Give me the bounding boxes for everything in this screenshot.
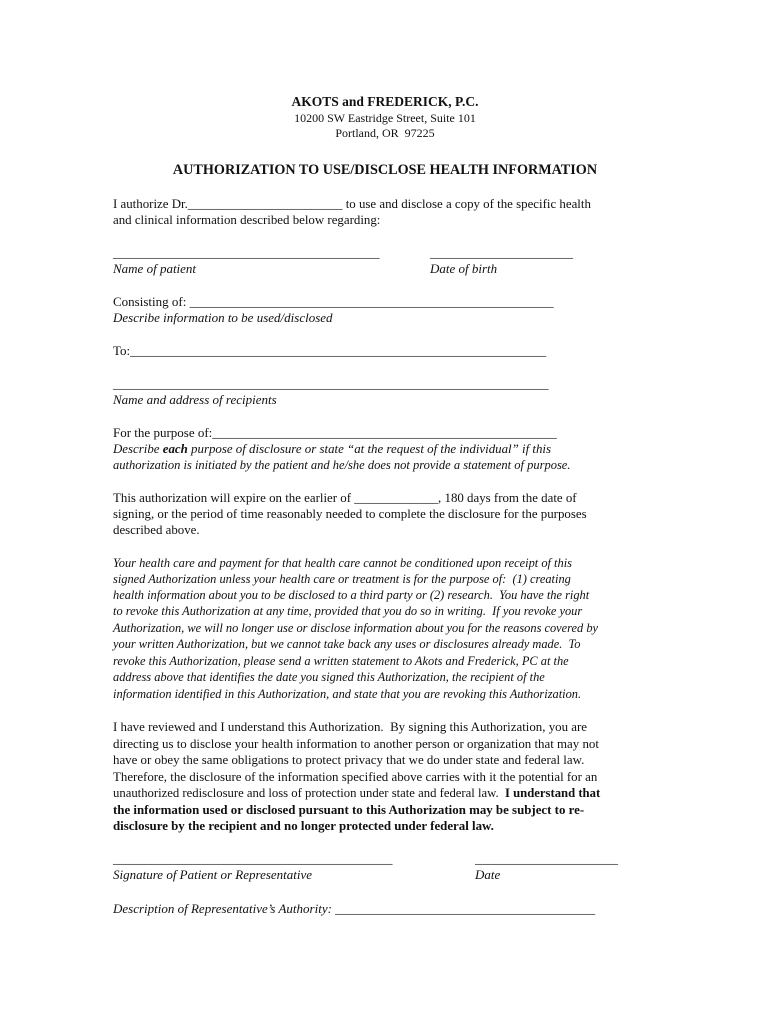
- company-address-line2: Portland, OR 97225: [335, 126, 435, 140]
- purpose-desc-post: purpose of disclosure or state “at the request of the individual” if this: [187, 442, 552, 456]
- rights-line-5: Authorization, we will no longer use or disclose information about you for the reasons covered by: [113, 621, 599, 635]
- signature-label: Signature of Patient or Representative: [113, 867, 313, 882]
- rights-line-6: your written Authorization, but we cannot take back any uses or disclosures already made. To: [113, 637, 581, 651]
- authorize-line-2: and clinical information described below regarding:: [113, 213, 381, 227]
- company-address-line1: 10200 SW Eastridge Street, Suite 101: [294, 111, 476, 125]
- patient-name-label: Name of patient: [113, 261, 197, 276]
- company-name: AKOTS and FREDERICK, P.C.: [291, 94, 479, 109]
- consisting-of-field[interactable]: Consisting of: ________________________________________________________: [113, 294, 554, 309]
- authorize-line-1: I authorize Dr.________________________ to use and disclose a copy of the specific health: [113, 197, 591, 211]
- ack-line-5: [113, 785, 661, 802]
- rights-line-7: revoke this Authorization, please send a written statement to Akots and Frederick, PC at the: [113, 654, 569, 668]
- patient-name-field[interactable]: _________________________________________: [113, 245, 380, 260]
- expiration-line-2: signing, or the period of time reasonably needed to complete the disclosure for the purposes: [113, 507, 587, 521]
- ack-line-5-text: unauthorized redisclosure and loss of protection under state and federal law.: [113, 786, 505, 800]
- date-of-birth-label: Date of birth: [430, 261, 498, 276]
- ack-line-2: directing us to disclose your health information to another person or organization that may not: [113, 737, 599, 751]
- purpose-desc-bold: each: [162, 442, 188, 456]
- date-of-birth-field[interactable]: ______________________: [430, 245, 573, 260]
- form-title: AUTHORIZATION TO USE/DISCLOSE HEALTH INFORMATION: [172, 162, 598, 178]
- expiration-line-3: described above.: [113, 523, 200, 537]
- ack-bold-line-2: disclosure by the recipient and no longer protected under federal law.: [113, 819, 494, 833]
- signature-field[interactable]: ___________________________________________: [113, 851, 393, 866]
- ack-line-4: Therefore, the disclosure of the information specified above carries with it the potential for an: [113, 770, 598, 784]
- rights-line-1: Your health care and payment for that health care cannot be conditioned upon receipt of this: [113, 556, 572, 570]
- purpose-desc-pre: Describe: [113, 442, 163, 456]
- rights-line-2: signed Authorization unless your health care or treatment is for the purpose of: (1) creating: [113, 572, 571, 586]
- rights-line-3: health information about you to be disclosed to a third party or (2) research. You have the right: [113, 588, 590, 602]
- purpose-description-line-2: authorization is initiated by the patient and he/she does not provide a statement of purpose.: [113, 458, 571, 472]
- representative-authority-field[interactable]: Description of Representative’s Authority: ________________________________________: [113, 901, 596, 916]
- rights-line-8: address above that identifies the date you signed this Authorization, the recipient of the: [113, 670, 545, 684]
- ack-line-3: have or obey the same obligations to protect privacy that we do under state and federal law.: [113, 753, 585, 767]
- rights-line-4: to revoke this Authorization at any time, provided that you do so in writing. If you revoke your: [113, 604, 583, 618]
- recipient-to-field[interactable]: To:________________________________________________________________: [113, 343, 547, 358]
- purpose-field[interactable]: For the purpose of:_____________________________________________________: [113, 425, 557, 440]
- recipient-label: Name and address of recipients: [113, 392, 277, 407]
- ack-line-5-bold: I understand that: [505, 786, 601, 800]
- ack-line-1: I have reviewed and I understand this Authorization. By signing this Authorization, you are: [113, 720, 587, 734]
- recipient-address-field[interactable]: ___________________________________________________________________: [113, 376, 549, 391]
- signature-date-label: Date: [475, 867, 501, 882]
- signature-date-field[interactable]: ______________________: [475, 851, 618, 866]
- consisting-of-label: Describe information to be used/disclosed: [113, 310, 333, 325]
- rights-line-9: information identified in this Authorization, and state that you are revoking this Authorization.: [113, 687, 582, 701]
- expiration-line-1: This authorization will expire on the earlier of _____________, 180 days from the date of: [113, 491, 577, 505]
- purpose-description-line-1: [113, 441, 661, 458]
- ack-bold-line-1: the information used or disclosed pursuant to this Authorization may be subject to re-: [113, 803, 585, 817]
